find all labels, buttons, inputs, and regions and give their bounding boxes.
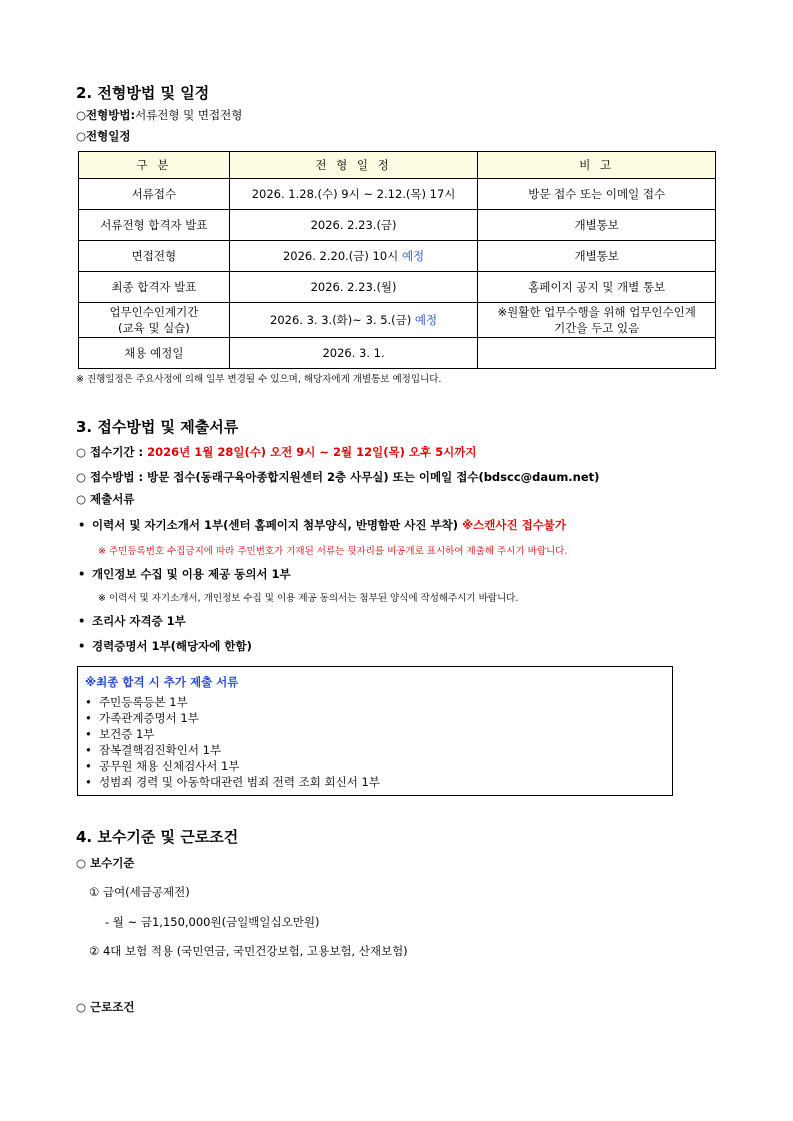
section-4-title: 4. 보수기준 및 근로조건: [76, 828, 239, 846]
table-row: [79, 272, 716, 303]
bullet-icon: •: [78, 518, 86, 532]
cell-schedule: 2026. 2.23.(월): [229, 272, 478, 303]
header-category: 구 분: [79, 152, 230, 179]
list-item: [85, 694, 380, 710]
list-item-text: 주민등록등본 1부: [99, 695, 188, 709]
cell-remarks: 방문 접수 또는 이메일 접수: [478, 179, 716, 210]
pay-item-insurance: ② 4대 보험 적용 (국민연금, 국민건강보험, 고용보험, 산재보험): [89, 944, 408, 958]
final-docs-box: [77, 666, 673, 796]
planned-tag: 예정: [414, 313, 438, 327]
doc-item-text: 조리사 자격증 1부: [92, 614, 186, 628]
list-item-text: 보건증 1부: [99, 727, 155, 741]
bullet-icon: •: [85, 775, 92, 789]
schedule-text: 2026. 3. 3.(화)~ 3. 5.(금): [270, 313, 415, 327]
doc-item-career: [78, 638, 252, 654]
period-value: 2026년 1월 28일(수) 오전 9시 ~ 2월 12일(목) 오후 5시까지: [147, 445, 477, 459]
form-note: ※ 이력서 및 자기소개서, 개인정보 수집 및 이용 제공 동의서는 첨부된 양식에 작성해주시기 바랍니다.: [98, 593, 519, 604]
final-docs-list: [85, 694, 380, 790]
table-row: [79, 303, 716, 338]
schedule-label: ○전형일정: [76, 129, 131, 143]
pay-item-salary: ① 급여(세금공제전): [89, 885, 190, 899]
list-item: [85, 710, 380, 726]
header-schedule: 전 형 일 정: [229, 152, 478, 179]
bullet-icon: •: [78, 639, 86, 653]
bullet-icon: •: [78, 614, 86, 628]
cell-category: 채용 예정일: [79, 338, 230, 369]
cell-schedule: 2026. 3. 1.: [229, 338, 478, 369]
resident-number-note: ※ 주민등록번호 수집금지에 따라 주민번호가 기재된 서류는 뒷자리를 비공개로 표시하여 제출해 주시기 바랍니다.: [98, 546, 568, 557]
header-remarks: 비 고: [478, 152, 716, 179]
table-row: [79, 210, 716, 241]
pay-salary-detail: - 월 ~ 금1,150,000원(금일백일십오만원): [105, 915, 320, 929]
cell-remarks: 개별통보: [478, 241, 716, 272]
list-item-text: 공무원 채용 신체검사서 1부: [99, 759, 240, 773]
cell-schedule: [229, 303, 478, 338]
doc-item-text: 이력서 및 자기소개서 1부(센터 홈페이지 첨부양식, 반명함판 사진 부착): [92, 518, 462, 532]
list-item: [85, 742, 380, 758]
application-period: [76, 444, 476, 460]
working-conditions-label: ○ 근로조건: [76, 1000, 135, 1014]
cell-schedule: 2026. 2.23.(금): [229, 210, 478, 241]
selection-method-label: ○전형방법:: [76, 108, 136, 122]
selection-method: [76, 107, 242, 123]
table-row: [79, 338, 716, 369]
cell-category: [79, 303, 230, 338]
schedule-note: ※ 진행일정은 주요사정에 의해 일부 변경될 수 있으며, 해당자에게 개별통보 예정입니다.: [76, 374, 442, 385]
doc-item-text: 경력증명서 1부(해당자에 한함): [92, 639, 252, 653]
table-header-row: [79, 152, 716, 179]
list-item: [85, 774, 380, 790]
required-docs-label: ○ 제출서류: [76, 492, 135, 506]
table-row: [79, 179, 716, 210]
cell-line: 기간을 두고 있음: [554, 321, 640, 335]
doc-item-text: 개인정보 수집 및 이용 제공 동의서 1부: [92, 567, 291, 581]
cell-schedule: 2026. 1.28.(수) 9시 ~ 2.12.(목) 17시: [229, 179, 478, 210]
list-item-text: 잠복결핵검진확인서 1부: [99, 743, 222, 757]
pay-standard-label: ○ 보수기준: [76, 856, 135, 870]
bullet-icon: •: [85, 695, 92, 709]
cell-category: 서류전형 합격자 발표: [79, 210, 230, 241]
bullet-icon: •: [85, 759, 92, 773]
application-method: ○ 접수방법 : 방문 접수(동래구육아종합지원센터 2층 사무실) 또는 이메일 접수(bdscc@daum.net): [76, 470, 600, 484]
cell-category: 면접전형: [79, 241, 230, 272]
section-2-title: 2. 전형방법 및 일정: [76, 84, 210, 102]
cell-line: 업무인수인계기간: [109, 305, 199, 319]
cell-line: (교육 및 실습): [117, 321, 190, 335]
cell-remarks: 홈페이지 공지 및 개별 통보: [478, 272, 716, 303]
bullet-icon: •: [85, 743, 92, 757]
doc-item-resume: [78, 517, 566, 533]
list-item-text: 가족관계증명서 1부: [99, 711, 199, 725]
final-docs-title: ※최종 합격 시 추가 제출 서류: [85, 675, 239, 689]
selection-method-value: 서류전형 및 면접전형: [135, 108, 243, 122]
period-label: ○ 접수기간 :: [76, 445, 148, 459]
schedule-text: 2026. 2.20.(금) 10시: [282, 249, 402, 263]
cell-category: 최종 합격자 발표: [79, 272, 230, 303]
bullet-icon: •: [85, 711, 92, 725]
planned-tag: 예정: [401, 249, 425, 263]
list-item-text: 성범죄 경력 및 아동학대관련 범죄 전력 조회 회신서 1부: [99, 775, 380, 789]
cell-remarks: [478, 338, 716, 369]
scan-photo-warning: ※스캔사진 접수불가: [461, 518, 567, 532]
schedule-table: [78, 151, 716, 369]
section-3-title: 3. 접수방법 및 제출서류: [76, 418, 239, 436]
bullet-icon: •: [85, 727, 92, 741]
bullet-icon: •: [78, 567, 86, 581]
cell-remarks: 개별통보: [478, 210, 716, 241]
list-item: [85, 726, 380, 742]
cell-remarks: [478, 303, 716, 338]
cell-category: 서류접수: [79, 179, 230, 210]
table-row: [79, 241, 716, 272]
cell-line: ※원활한 업무수행을 위해 업무인수인계: [497, 305, 696, 319]
doc-item-consent: [78, 566, 291, 582]
cell-schedule: [229, 241, 478, 272]
list-item: [85, 758, 380, 774]
doc-item-cook-license: [78, 613, 186, 629]
